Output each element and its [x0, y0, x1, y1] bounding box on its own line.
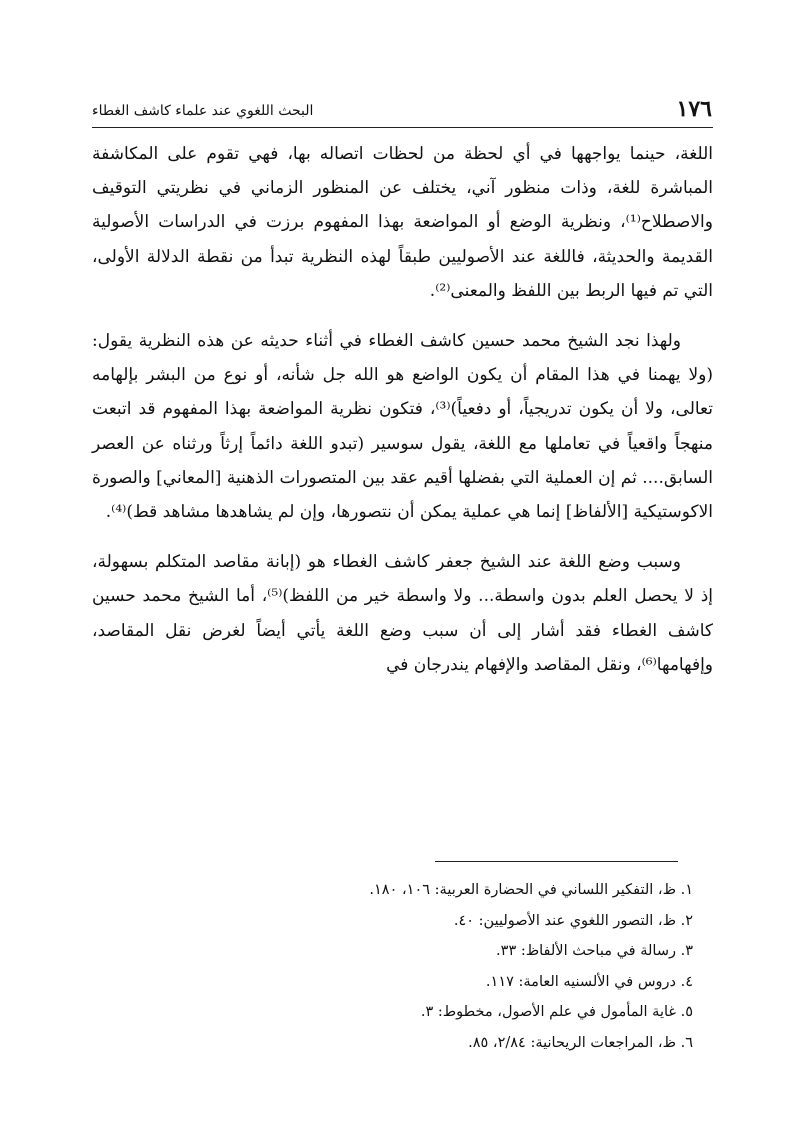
running-title: البحث اللغوي عند علماء كاشف الغطاء	[92, 103, 314, 119]
paragraph: ولهذا نجد الشيخ محمد حسين كاشف الغطاء في أثناء حديثه عن هذه النظرية يقول: (ولا يهمنا في هذا المقام أن يكون الواضع هو الله جل شأنه، أو نوع من البشر بإلهامه تعالى، ولا أن يكون تدريجياً، أو دفعياً)⁽³⁾، فتكون نظرية المواضعة بهذا المفهوم قد اتبعت منهجاً واقعياً في تعاملها مع اللغة، يقول سوسير (تبدو اللغة دائماً إرثاً ورثناه عن العصر السابق.... ثم إن العملية التي بفضلها أقيم عقد بين المتصورات الذهنية [المعاني] والصورة الاكوستيكية [الألفاظ] إنما هي عملية يمكن أن نتصورها، وإن لم يشاهدها مشاهد قط)⁽⁴⁾.	[92, 331, 713, 523]
footnote-divider	[435, 861, 678, 862]
body-text	[92, 137, 713, 698]
paragraph: اللغة، حينما يواجهها في أي لحظة من لحظات اتصاله بها، فهي تقوم على المكاشفة المباشرة للغة، وذات منظور آني، يختلف عن المنظور الزماني في نظريتي التوقيف والاصطلاح⁽¹⁾، ونظرية الوضع أو المواضعة بهذا المفهوم برزت في الدراسات الأصولية القديمة والحديثة، فاللغة عند الأصوليين طبقاً لهذه النظرية تبدأ من نقطة الدلالة الأولى، التي تم فيها الربط بين اللفظ والمعنى⁽²⁾.	[92, 144, 713, 301]
page-header	[92, 92, 712, 122]
header-divider	[92, 127, 713, 128]
footnote: ٣. رسالة في مباحث الألفاظ: ٣٣.	[496, 943, 693, 959]
page-number: ١٧٦	[676, 96, 712, 122]
footnote: ٢. ظ، التصور اللغوي عند الأصوليين: ٤٠.	[453, 912, 693, 929]
footnote: ١. ظ، التفكير اللساني في الحضارة العربية: ١٠٦، ١٨٠.	[369, 882, 693, 898]
paragraph: وسبب وضع اللغة عند الشيخ جعفر كاشف الغطاء هو (إبانة مقاصد المتكلم بسهولة، إذ لا يحصل العلم بدون واسطة... ولا واسطة خير من اللفظ)⁽⁵⁾، أما الشيخ محمد حسين كاشف الغطاء فقد أشار إلى أن سبب وضع اللغة يأتي أيضاً لغرض نقل المقاصد، وإفهامها⁽⁶⁾، ونقل المقاصد والإفهام يندرجان في	[92, 552, 713, 675]
footnotes	[92, 875, 713, 1058]
footnote: ٤. دروس في الألسنيه العامة: ١١٧.	[485, 973, 693, 990]
footnote: ٥. غاية المأمول في علم الأصول، مخطوط: ٣.	[420, 1004, 693, 1020]
footnote: ٦. ظ، المراجعات الريحانية: ٢/٨٤، ٨٥.	[468, 1034, 693, 1051]
